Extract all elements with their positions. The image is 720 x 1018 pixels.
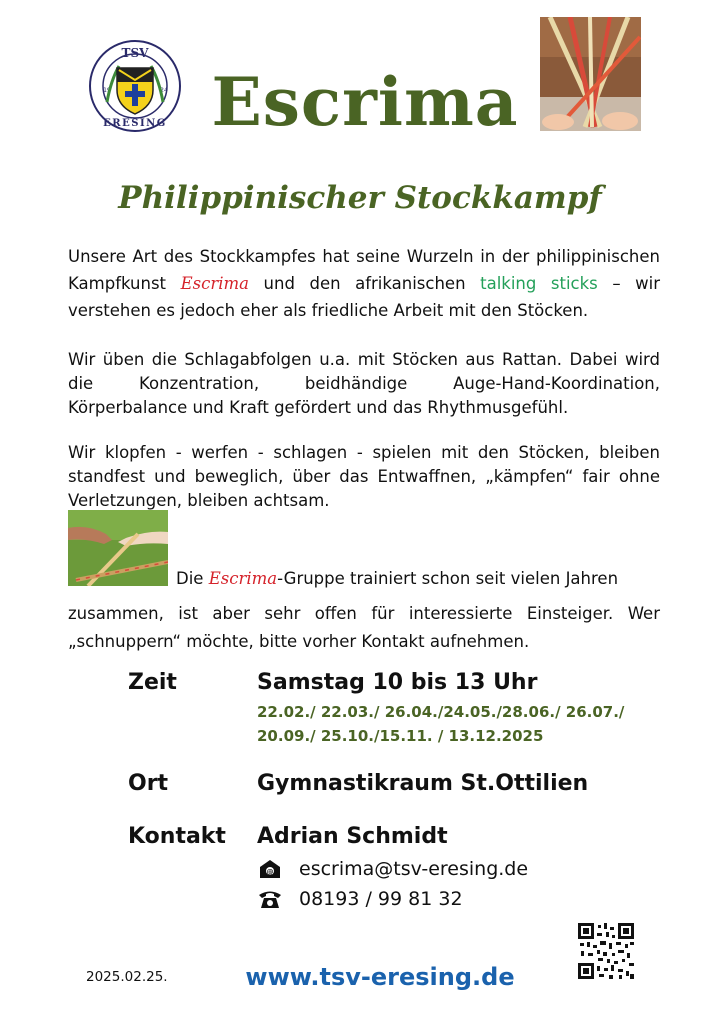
intro-text-c: – wir verstehen es jedoch eher als friedliche Arbeit mit den Stöcken.: [68, 274, 660, 320]
logo-year-right: 24: [160, 87, 168, 94]
group-text-a: Die: [176, 569, 209, 588]
logo-text-top: TSV: [121, 46, 149, 60]
hands-sticks-photo: [68, 510, 168, 586]
zeit-label: Zeit: [128, 670, 177, 695]
telephone-icon: [257, 889, 283, 909]
logo-text-bottom: ERESING: [103, 118, 167, 129]
group-paragraph-rest: zusammen, ist aber sehr offen für interessierte Einsteiger. Wer „schnuppern“ möchte, bitte vorher Kontakt aufnehmen.: [68, 604, 660, 651]
escrima-highlight: Escrima: [180, 274, 249, 293]
envelope-at-icon: [257, 859, 283, 879]
print-date: 2025.02.25.: [86, 969, 168, 985]
intro-paragraph: [68, 243, 660, 324]
kontakt-name: Adrian Schmidt: [257, 824, 448, 849]
group-text-b: -Gruppe trainiert schon seit vielen Jahren: [277, 569, 619, 588]
page-title: Escrima: [211, 63, 519, 141]
intro-text-a: Unsere Art des Stockkampfes hat seine Wurzeln in der philippinischen Kampfkunst: [68, 247, 660, 293]
website-link[interactable]: www.tsv-eresing.de: [245, 963, 515, 991]
training-paragraph: Wir üben die Schlagabfolgen u.a. mit Stöcken aus Rattan. Dabei wird die Konzentration, beidhändige Auge-Hand-Koordination, Körperbalance und Kraft gefördert und das Rhythmusgefühl.: [68, 350, 660, 417]
group-paragraph-first-line: [176, 566, 660, 592]
tsv-eresing-logo: [89, 40, 181, 132]
escrima-group-highlight: Escrima: [208, 569, 278, 588]
phone-number[interactable]: 08193 / 99 81 32: [299, 888, 463, 910]
activities-paragraph: Wir klopfen - werfen - schlagen - spielen mit den Stöcken, bleiben standfest und beweglich, über das Entwaffnen, „kämpfen“ fair ohne Verletzungen, bleiben achtsam.: [68, 443, 660, 510]
dates-line-1: 22.02./ 22.03./ 26.04./24.05./28.06./ 26.07./: [257, 703, 625, 721]
email-line: [257, 855, 528, 883]
sticks-photo: [540, 17, 641, 131]
ort-label: Ort: [128, 771, 169, 796]
svg-text:@: @: [266, 868, 274, 876]
intro-text-b: und den afrikanischen: [248, 274, 481, 293]
phone-line: [257, 885, 463, 913]
zeit-value: Samstag 10 bis 13 Uhr: [257, 670, 538, 695]
kontakt-label: Kontakt: [128, 824, 226, 849]
ort-value: Gymnastikraum St.Ottilien: [257, 771, 589, 796]
talking-sticks-highlight: talking sticks: [480, 274, 598, 293]
email-address[interactable]: escrima@tsv-eresing.de: [299, 858, 529, 880]
dates-line-2: 20.09./ 25.10./15.11. / 13.12.2025: [257, 727, 544, 745]
page-subtitle: Philippinischer Stockkampf: [118, 180, 602, 216]
logo-year-left: 19: [103, 87, 111, 94]
